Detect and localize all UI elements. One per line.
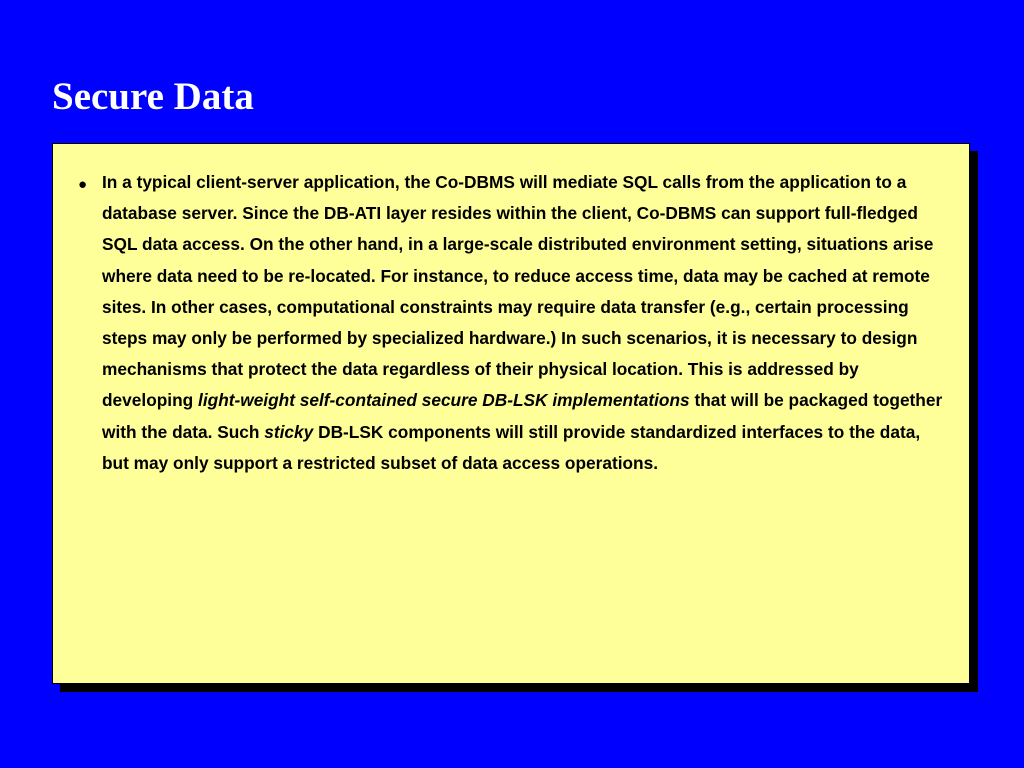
bullet-dot: ●	[78, 176, 88, 193]
paragraph-text-part2: that will be packaged together with the data. Such	[102, 390, 943, 442]
slide-title: Secure Data	[52, 75, 254, 118]
paragraph-emphasis-implementations: light-weight self-contained secure DB-LSK implementations	[198, 390, 690, 411]
bullet-paragraph	[102, 167, 947, 479]
paragraph-text-part1: In a typical client-server application, the Co-DBMS will mediate SQL calls from the application to a database server. Since the DB-ATI layer resides within the client, Co-DBMS can support full-fledged SQL data access. On the other hand, in a large-scale distributed environment setting, situations arise where data need to be re-located. For instance, to reduce access time, data may be cached at remote sites. In other cases, computational constraints may require data transfer (e.g., certain processing steps may only be performed by specialized hardware.) In such scenarios, it is necessary to design mechanisms that protect the data regardless of their physical location. This is addressed by developing	[102, 172, 934, 411]
paragraph-emphasis-sticky: sticky	[264, 421, 314, 442]
content-box	[52, 143, 970, 684]
paragraph-text-part3: DB-LSK components will still provide standardized interfaces to the data, but may only support a restricted subset of data access operations.	[102, 421, 921, 473]
